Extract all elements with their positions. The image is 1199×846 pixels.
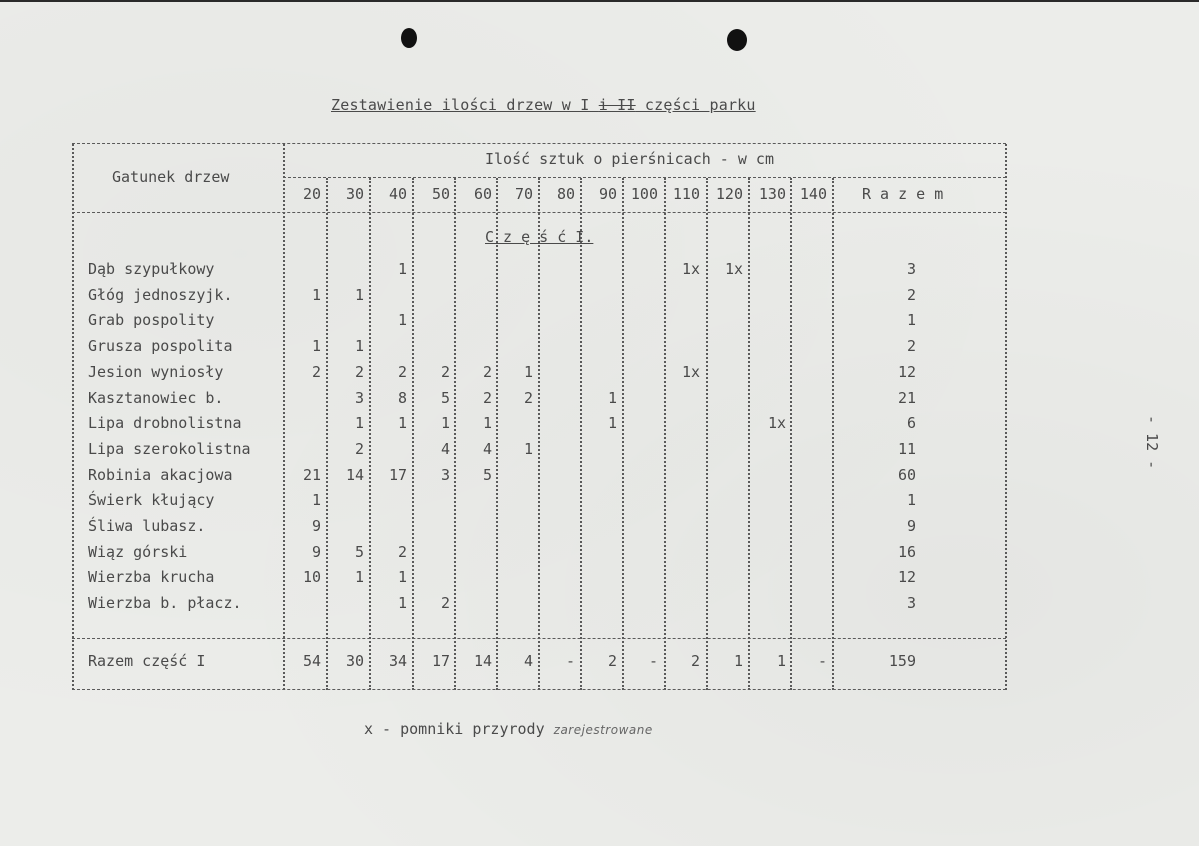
title-struck-text: i II — [598, 96, 636, 114]
species-name: Śliwa lubasz. — [88, 517, 206, 535]
species-name: Wierzba krucha — [88, 568, 215, 587]
summary-cell: 2 — [607, 652, 617, 670]
column-divider — [580, 178, 582, 690]
count-cell: 5 — [354, 542, 364, 561]
count-cell: 1 — [523, 439, 533, 458]
column-divider — [369, 178, 371, 690]
species-name: Robinia akacjowa — [88, 465, 233, 484]
row-total: 60 — [897, 465, 916, 484]
count-cell: 1x — [724, 260, 743, 278]
column-divider — [412, 178, 414, 690]
column-divider — [790, 178, 792, 690]
column-divider — [1005, 144, 1007, 690]
column-divider — [622, 178, 624, 690]
section-label: C z ę ś ć I. — [485, 228, 594, 246]
count-cell: 10 — [302, 568, 321, 587]
species-name: Jesion wyniosły — [88, 362, 224, 381]
species-name: Lipa szerokolistna — [88, 439, 251, 458]
punch-hole-right — [727, 29, 747, 51]
count-cell: 14 — [345, 465, 364, 484]
diameter-header-cell: 20 — [302, 185, 321, 203]
count-cell: 1 — [607, 414, 617, 433]
species-name: Wiąz górski — [88, 542, 188, 561]
count-cell: 1 — [440, 414, 450, 433]
count-cell: 17 — [388, 465, 407, 484]
summary-cell: 14 — [473, 652, 492, 670]
diameter-header-cell: 130 — [758, 185, 786, 203]
row-total: 11 — [897, 439, 916, 458]
punch-hole-left — [401, 28, 417, 48]
footnote-text: x - pomniki przyrody — [364, 720, 554, 738]
row-total: 3 — [906, 260, 916, 278]
title-text: Zestawienie ilości drzew w I — [331, 96, 599, 114]
diameter-header-cell: 90 — [598, 185, 617, 203]
row-total: 9 — [906, 517, 916, 535]
row-total: 21 — [897, 388, 916, 407]
species-name: Kasztanowiec b. — [88, 388, 224, 407]
column-divider — [72, 144, 74, 690]
species-name: Lipa drobnolistna — [88, 414, 242, 433]
footnote — [364, 720, 653, 738]
count-cell: 2 — [440, 594, 450, 613]
count-cell: 5 — [482, 465, 492, 484]
count-cell: 2 — [523, 388, 533, 407]
summary-cell: 1 — [776, 652, 786, 670]
diameter-header-cell: 100 — [630, 185, 658, 203]
count-cell: 1 — [354, 285, 364, 304]
count-cell: 2 — [397, 542, 407, 561]
count-cell: 1 — [311, 491, 321, 510]
count-cell: 4 — [482, 439, 492, 458]
page-number: - 12 - — [1143, 415, 1161, 470]
tree-count-table — [72, 143, 1006, 690]
summary-cell: 17 — [431, 652, 450, 670]
diameter-header-cell: 30 — [345, 185, 364, 203]
header-sub-rule — [283, 177, 1006, 178]
count-cell: 2 — [397, 362, 407, 381]
count-cell: 9 — [311, 517, 321, 535]
count-cell: 1x — [681, 260, 700, 278]
row-total: 12 — [897, 568, 916, 587]
summary-cell: 4 — [523, 652, 533, 670]
count-cell: 1 — [607, 388, 617, 407]
row-total: 16 — [897, 542, 916, 561]
column-divider — [664, 178, 666, 690]
count-cell: 9 — [311, 542, 321, 561]
count-cell: 5 — [440, 388, 450, 407]
summary-cell: 30 — [345, 652, 364, 670]
species-name: Dąb szypułkowy — [88, 260, 215, 278]
column-divider — [454, 178, 456, 690]
diameter-header-cell: 40 — [388, 185, 407, 203]
count-cell: 3 — [354, 388, 364, 407]
count-cell: 1 — [354, 568, 364, 587]
column-divider — [283, 144, 285, 690]
row-total: 2 — [906, 337, 916, 356]
count-cell: 1 — [397, 594, 407, 613]
diameter-header-cell: 70 — [514, 185, 533, 203]
row-total: 1 — [906, 311, 916, 330]
species-name: Grab pospolity — [88, 311, 215, 330]
count-cell: 1 — [397, 568, 407, 587]
count-cell: 4 — [440, 439, 450, 458]
count-cell: 1 — [311, 285, 321, 304]
species-name: Grusza pospolita — [88, 337, 233, 356]
count-cell: 2 — [354, 439, 364, 458]
page-top-edge — [0, 0, 1199, 2]
count-cell: 2 — [354, 362, 364, 381]
count-cell: 1x — [681, 362, 700, 381]
diameter-group-header: Ilość sztuk o pierśnicach - w cm — [485, 150, 774, 168]
count-cell: 3 — [440, 465, 450, 484]
summary-total: 159 — [888, 652, 916, 670]
count-cell: 2 — [311, 362, 321, 381]
summary-cell: 34 — [388, 652, 407, 670]
row-total: 12 — [897, 362, 916, 381]
species-name: Głóg jednoszyjk. — [88, 285, 233, 304]
summary-cell: - — [817, 652, 827, 670]
summary-cell: 54 — [302, 652, 321, 670]
row-total: 3 — [906, 594, 916, 613]
count-cell: 8 — [397, 388, 407, 407]
footnote-handwritten-note: zarejestrowane — [553, 723, 653, 737]
count-cell: 2 — [440, 362, 450, 381]
count-cell: 1 — [523, 362, 533, 381]
diameter-header-cell: 50 — [431, 185, 450, 203]
total-column-header: R a z e m — [862, 185, 944, 203]
species-column-header: Gatunek drzew — [112, 168, 230, 186]
diameter-header-cell: 80 — [556, 185, 575, 203]
count-cell: 2 — [482, 388, 492, 407]
summary-label: Razem część I — [88, 652, 206, 670]
column-divider — [496, 178, 498, 690]
summary-cell: 2 — [690, 652, 700, 670]
count-cell: 2 — [482, 362, 492, 381]
diameter-header-cell: 110 — [672, 185, 700, 203]
count-cell: 1 — [397, 260, 407, 278]
row-total: 6 — [906, 414, 916, 433]
count-cell: 1 — [482, 414, 492, 433]
column-divider — [706, 178, 708, 690]
species-name: Świerk kłujący — [88, 491, 215, 510]
count-cell: 1 — [311, 337, 321, 356]
diameter-header-cell: 60 — [473, 185, 492, 203]
count-cell: 1 — [354, 414, 364, 433]
column-divider — [748, 178, 750, 690]
summary-cell: 1 — [733, 652, 743, 670]
summary-cell: - — [648, 652, 658, 670]
column-divider — [832, 178, 834, 690]
row-total: 1 — [906, 491, 916, 510]
column-divider — [326, 178, 328, 690]
count-cell: 1 — [397, 311, 407, 330]
count-cell: 1 — [397, 414, 407, 433]
row-total: 2 — [906, 285, 916, 304]
count-cell: 1x — [767, 414, 786, 433]
species-name: Wierzba b. płacz. — [88, 594, 242, 613]
column-divider — [538, 178, 540, 690]
diameter-header-cell: 140 — [799, 185, 827, 203]
title-text-end: części parku — [635, 96, 756, 114]
count-cell: 1 — [354, 337, 364, 356]
summary-cell: - — [565, 652, 575, 670]
diameter-header-cell: 120 — [715, 185, 743, 203]
document-title — [331, 96, 756, 114]
count-cell: 21 — [302, 465, 321, 484]
